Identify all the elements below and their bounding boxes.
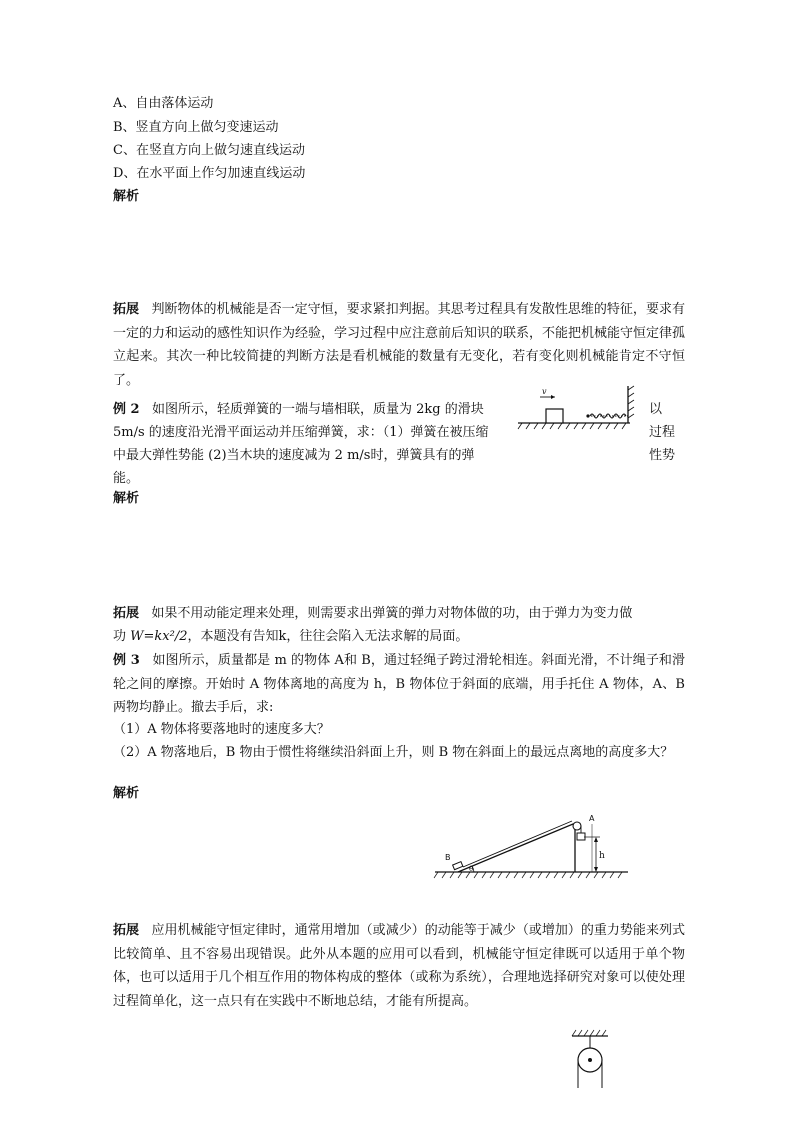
velocity-label: v xyxy=(542,387,547,396)
extension-paragraph-1 xyxy=(113,298,685,392)
example-2-side-2: 过程 xyxy=(649,425,676,440)
extension-paragraph-3 xyxy=(113,919,685,1013)
example-2-line-1 xyxy=(113,402,484,418)
option-c: C、在竖直方向上做匀速直线运动 xyxy=(113,143,305,158)
analysis-heading-2: 解析 xyxy=(113,491,140,506)
example-3-question-1: （1）A 物体将要落地时的速度多大？ xyxy=(113,722,330,737)
height-h-label: h xyxy=(599,851,605,861)
example-3-paragraph xyxy=(113,649,685,720)
option-b: B、竖直方向上做匀变速运动 xyxy=(113,120,279,135)
pulley-figure xyxy=(566,1030,616,1090)
block-b-label: B xyxy=(445,853,451,862)
extension-2-text-1: 如果不用动能定理来处理，则需要求出弹簧的弹力对物体做的功，由于弹力为变力做 xyxy=(151,606,633,621)
option-a: A、自由落体运动 xyxy=(113,96,214,111)
option-d: D、在水平面上作匀加速直线运动 xyxy=(113,166,306,181)
extension-label-2: 拓展 xyxy=(113,606,140,621)
extension-label-3: 拓展 xyxy=(113,923,140,938)
example-2-label: 例 2 xyxy=(113,402,140,417)
example-3-label: 例 3 xyxy=(113,653,140,668)
extension-2-line-1 xyxy=(113,606,632,622)
extension-2-text-2b: ，本题没有告知k，往往会陷入无法求解的局面。 xyxy=(187,629,469,644)
example-3-text: 如图所示，质量都是 m 的物体 A和 B，通过轻绳子跨过滑轮相连。斜面光滑，不计绳子和滑轮之间的摩擦。开始时 A 物体离地的高度为 h，B 物体位于斜面的底端，用手托住 A 物体，A、B 两物均静止。撤去手后，求: xyxy=(113,653,685,715)
angle-theta-label: θ xyxy=(469,865,474,873)
extension-2-text-2a: 功 xyxy=(113,629,131,644)
example-3-question-2: （2）A 物落地后，B 物由于惯性将继续沿斜面上升，则 B 物在斜面上的最远点离地的高度多大？ xyxy=(113,745,674,760)
example-2-side-3: 性势 xyxy=(649,448,676,463)
example-2-text-1: 如图所示，轻质弹簧的一端与墙相联，质量为 2kg 的滑块 xyxy=(151,402,484,417)
example-2-line-3: 中最大弹性势能 (2)当木块的速度减为 2 m/s时，弹簧具有的弹 xyxy=(113,448,475,463)
extension-3-text: 应用机械能守恒定律时，通常用增加（或减少）的动能等于减少（或增加）的重力势能来列式比较简单、且不容易出现错误。此外从本题的应用可以看到，机械能守恒定律既可以适用于单个物体，也可以适用于几个相互作用的物体构成的整体（或称为系统），合理地选择研究对象可以使处理过程简单化，这一点只有在实践中不断地总结，才能有所提高。 xyxy=(113,923,685,1009)
block-a-label: A xyxy=(589,814,595,823)
extension-text: 判断物体的机械能是否一定守恒，要求紧扣判据。其思考过程具有发散性思维的特征，要求有一定的力和运动的感性知识作为经验，学习过程中应注意前后知识的联系，不能把机械能守恒定律孤立起来。其次一种比较简捷的判断方法是看机械能的数量有无变化，若有变化则机械能肯定不守恒了。 xyxy=(113,302,686,388)
example-2-side-1: 以 xyxy=(649,402,663,417)
spring-block-figure xyxy=(512,384,642,434)
extension-2-line-2 xyxy=(113,629,468,645)
incline-pulley-figure xyxy=(432,812,632,884)
work-formula: W=kx²/2 xyxy=(130,629,188,644)
example-2-line-4: 能。 xyxy=(113,471,140,486)
example-2-line-2: 5m/s 的速度沿光滑平面运动并压缩弹簧，求：（1）弹簧在被压缩 xyxy=(113,425,489,440)
extension-label: 拓展 xyxy=(113,302,140,317)
analysis-heading-3: 解析 xyxy=(113,786,140,801)
analysis-heading-1: 解析 xyxy=(113,189,140,204)
